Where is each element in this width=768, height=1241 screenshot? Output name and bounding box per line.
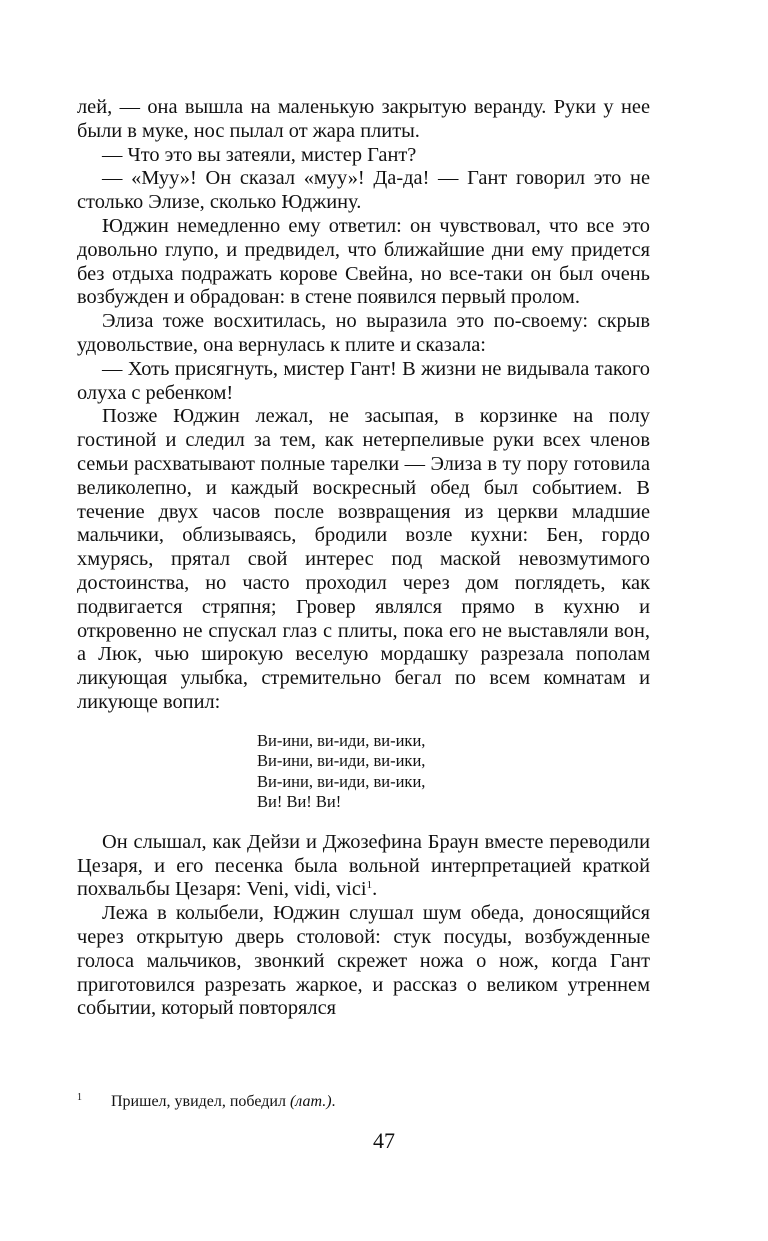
poem-block <box>257 731 650 813</box>
poem-line-4: Ви! Ви! Ви! <box>257 792 342 812</box>
page-body <box>77 96 650 1021</box>
footnote-text-italic: (лат.) <box>289 1093 332 1110</box>
paragraph-2: — Что это вы затеяли, мистер Гант? <box>102 143 417 166</box>
paragraph-6: — Хоть присягнуть, мистер Гант! В жизни не видывала такого олуха с ребенком! <box>77 357 650 404</box>
poem-line-1: Ви-ини, ви-иди, ви-ики, <box>257 730 426 750</box>
footnote-text <box>111 1093 336 1110</box>
footnote-text-main: Пришел, увидел, победил <box>111 1093 290 1110</box>
paragraph-3: — «Муу»! Он сказал «муу»! Да-да! — Гант говорил это не столько Элизе, сколько Юджину. <box>77 167 650 214</box>
paragraph-after-poem <box>77 831 650 902</box>
paragraph-final: Лежа в колыбели, Юджин слушал шум обеда, доносящийся через открытую дверь столовой: стук посуды, возбужденные голоса мальчиков, звонкий скрежет ножа о нож, когда Гант приготовился разрезать жаркое, и рассказ о великом утреннем событии, который повторялся <box>77 902 650 1020</box>
poem-line-2: Ви-ини, ви-иди, ви-ики, <box>257 751 426 771</box>
footnote-mark: 1 <box>77 1092 82 1103</box>
paragraph-after-poem-text: Он слышал, как Дейзи и Джозефина Браун вместе переводили Цезаря, и его песенка была вольной интерпретацией краткой похвальбы Цезаря: Veni, vidi, vici <box>77 830 650 901</box>
footnote-text-tail: . <box>331 1093 336 1110</box>
paragraph-1: лей, — она вышла на маленькую закрытую веранду. Руки у нее были в муке, нос пылал от жара плиты. <box>77 96 650 142</box>
poem-line-3: Ви-ини, ви-иди, ви-ики, <box>257 771 426 791</box>
paragraph-after-poem-tail: . <box>372 878 378 901</box>
page-number: 47 <box>373 1128 395 1153</box>
paragraph-4: Юджин немедленно ему ответил: он чувствовал, что все это довольно глупо, и предвидел, что ближайшие дни ему придется без отдыха подражать корове Свейна, но все-таки он был очень возбужден и обрадован: в стене появился первый пролом. <box>77 214 650 309</box>
footnote-reference: 1 <box>366 879 373 892</box>
footnote <box>77 1088 650 1112</box>
paragraph-7: Позже Юджин лежал, не засыпая, в корзинке на полу гостиной и следил за тем, как нетерпеливые руки всех членов семьи расхватывают полные тарелки — Элиза в ту пору готовила великолепно, и каждый воскресный обед был событием. В течение двух часов после возвращения из церкви младшие мальчики, облизываясь, бродили возле кухни: Бен, гордо хмурясь, прятал свой интерес под маской невозмутимого достоинства, но часто проходил через дом поглядеть, как подвигается стряпня; Гровер являлся прямо в кухню и откровенно не спускал глаз с плиты, пока его не выставляли вон, а Люк, чью широкую веселую мордашку разрезала пополам ликующая улыбка, стремительно бегал по всем комнатам и ликующе вопил: <box>77 405 650 713</box>
paragraph-5: Элиза тоже восхитилась, но выразила это по-своему: скрыв удовольствие, она вернулась к плите и сказала: <box>77 310 650 356</box>
